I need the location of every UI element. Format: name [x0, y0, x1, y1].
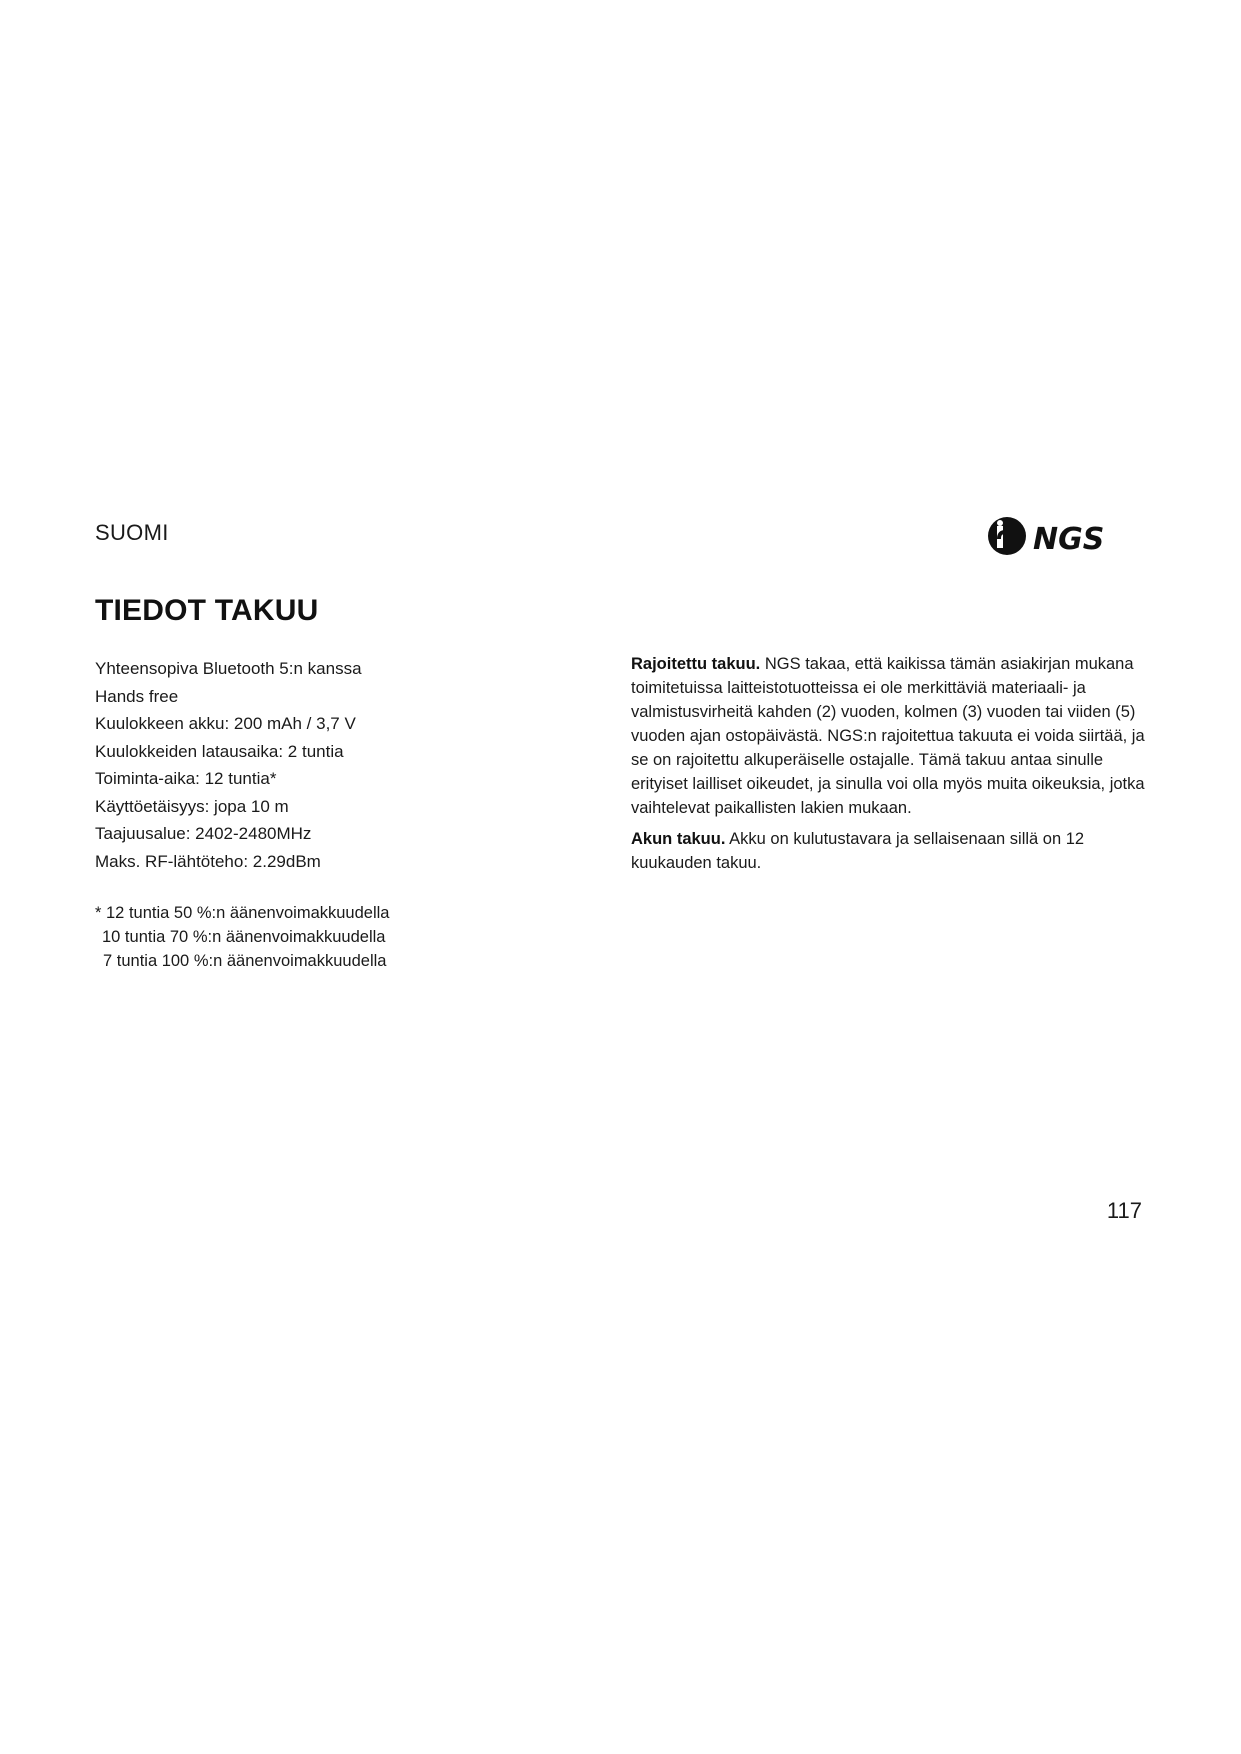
footnote-line: * 12 tuntia 50 %:n äänenvoimakkuudella [95, 904, 390, 922]
spec-item: Kuulokkeen akku: 200 mAh / 3,7 V [95, 714, 356, 733]
spec-item: Yhteensopiva Bluetooth 5:n kanssa [95, 659, 362, 678]
footnote-line: 7 tuntia 100 %:n äänenvoimakkuudella [103, 952, 387, 970]
battery-warranty-heading: Akun takuu. [631, 830, 726, 848]
logo-text: NGS [1033, 522, 1105, 557]
limited-warranty-text: NGS takaa, että kaikissa tämän asiakirjan mukana toimitetuissa laitteistotuotteissa ei ole merkittäviä materiaali- ja valmistusvirheitä kahden (2) vuoden, kolmen (3) vuoden tai viiden (5) vuoden ajan ostopäivästä. NGS:n rajoitettua takuuta ei voida siirtää, ja se on rajoitettu alkuperäiselle ostajalle. Tämä takuu antaa sinulle erityiset lailliset oikeudet, ja sinulla voi olla myös muita oikeuksia, jotka vaihtelevat paikallisten lakien mukaan. [631, 655, 1145, 817]
spec-item: Maks. RF-lähtöteho: 2.29dBm [95, 851, 321, 871]
limited-warranty-paragraph [631, 652, 1151, 820]
ngs-logo [983, 515, 1143, 557]
page-number: 117 [1106, 1198, 1142, 1223]
spec-item: Toiminta-aika: 12 tuntia* [95, 769, 277, 788]
spec-item: Hands free [95, 686, 179, 706]
warranty-section [631, 652, 1151, 882]
spec-item: Kuulokkeiden latausaika: 2 tuntia [95, 741, 344, 761]
language-label: SUOMI [95, 520, 169, 545]
spec-item: Käyttöetäisyys: jopa 10 m [95, 796, 289, 816]
limited-warranty-heading: Rajoitettu takuu. [631, 655, 761, 673]
page-title: TIEDOT TAKUU [95, 594, 319, 627]
spec-list [95, 655, 535, 875]
battery-warranty-text: Akku on kulutustavara ja sellaisenaan sillä on 12 kuukauden takuu. [631, 830, 1085, 872]
ngs-brand-mark-icon [988, 517, 1026, 555]
spec-item: Taajuusalue: 2402-2480MHz [95, 824, 312, 843]
battery-warranty-paragraph [631, 827, 1151, 875]
footnote-line: 10 tuntia 70 %:n äänenvoimakkuudella [102, 928, 386, 946]
operating-time-notes [95, 901, 535, 973]
